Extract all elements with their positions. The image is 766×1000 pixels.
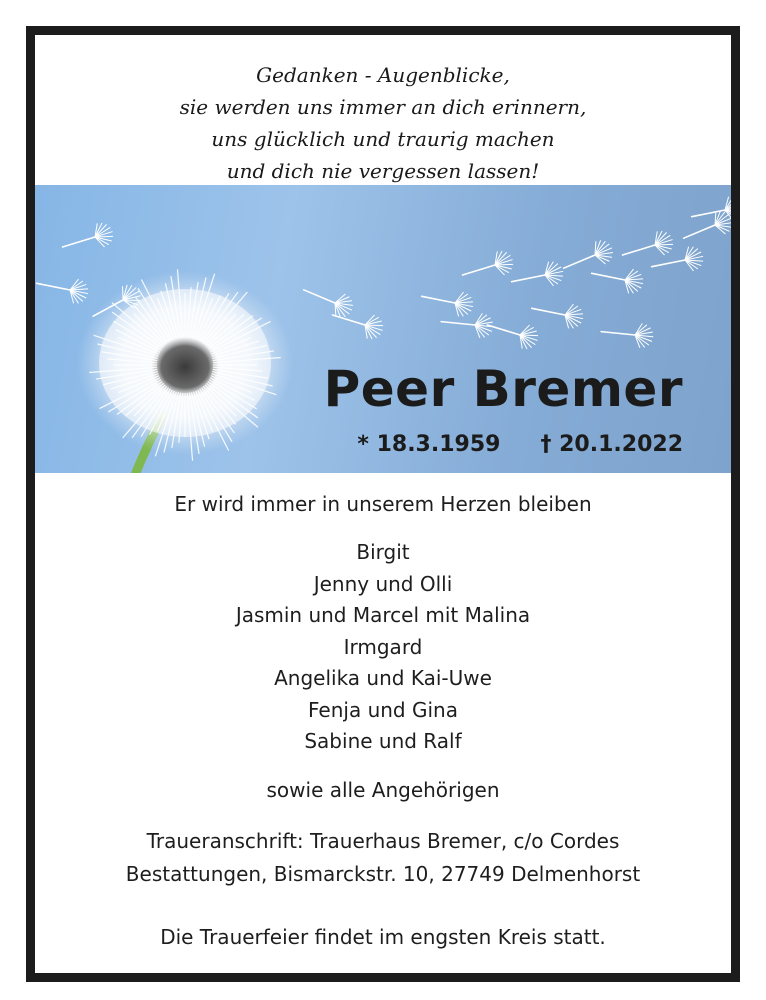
poem (35, 59, 731, 187)
address-line: Bestattungen, Bismarckstr. 10, 27749 Delmenhorst (125, 861, 641, 886)
birth-date: * 18.3.1959 (357, 432, 501, 457)
obituary-frame (26, 26, 740, 982)
dandelion-image (35, 185, 731, 473)
life-dates (357, 432, 683, 457)
funeral-note: Die Trauerfeier findet im engsten Kreis statt. (160, 924, 606, 949)
mourner-name: Birgit (356, 540, 410, 564)
poem-line: und dich nie vergessen lassen! (226, 159, 540, 183)
obituary-text (35, 487, 731, 954)
relatives-note: sowie alle Angehörigen (266, 777, 500, 802)
poem-line: Gedanken - Augenblicke, (256, 63, 510, 87)
mourning-address (35, 825, 731, 891)
poem-line: uns glücklich und traurig machen (211, 127, 555, 151)
mourner-name: Jasmin und Marcel mit Malina (235, 603, 531, 627)
mourner-name: Sabine und Ralf (304, 729, 462, 753)
death-date: † 20.1.2022 (540, 432, 683, 457)
poem-line: sie werden uns immer an dich erinnern, (179, 95, 587, 119)
dandelion-banner (35, 185, 731, 473)
deceased-name: Peer Bremer (323, 360, 683, 418)
mourner-name: Jenny und Olli (313, 571, 453, 596)
mourner-name: Irmgard (343, 634, 423, 659)
address-line: Traueranschrift: Trauerhaus Bremer, c/o Cordes (146, 828, 620, 853)
mourner-name: Angelika und Kai-Uwe (274, 666, 492, 690)
mourners-list (35, 537, 731, 758)
remembrance-message: Er wird immer in unserem Herzen bleiben (174, 492, 592, 516)
mourner-name: Fenja und Gina (308, 697, 458, 722)
